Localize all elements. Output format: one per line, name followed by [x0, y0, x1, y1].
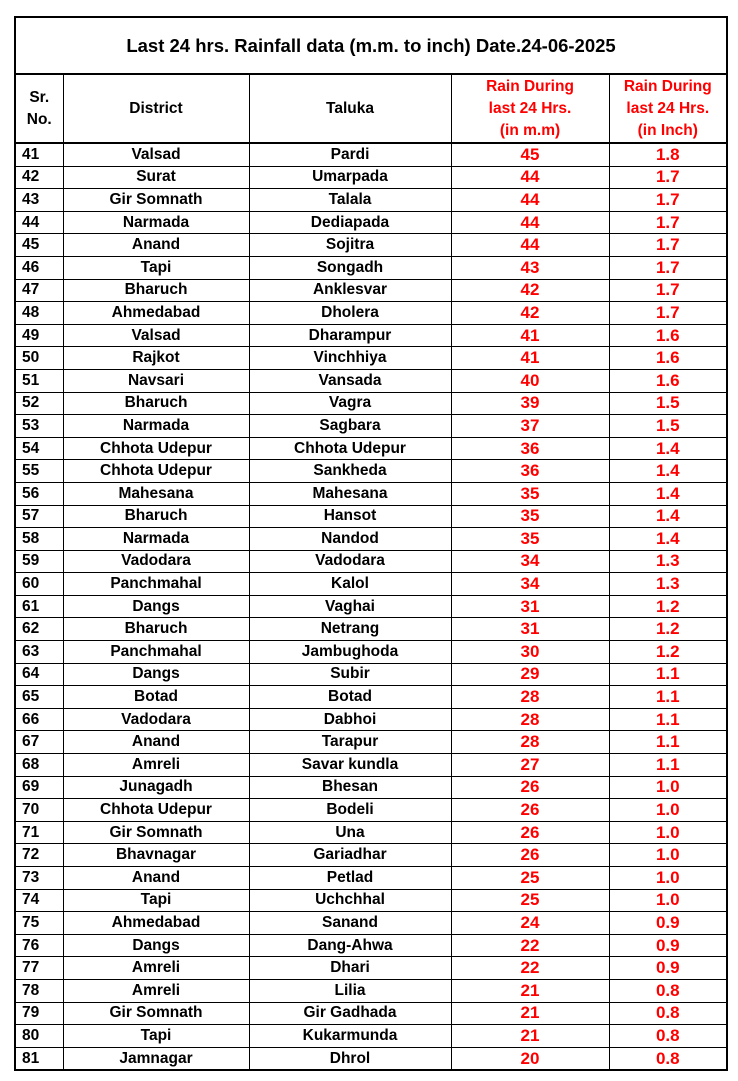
cell-sr-no: 44: [15, 211, 63, 234]
cell-sr-no: 61: [15, 595, 63, 618]
cell-rain-mm: 21: [451, 979, 609, 1002]
cell-sr-no: 54: [15, 437, 63, 460]
table-row: [15, 821, 727, 844]
cell-taluka: Gir Gadhada: [249, 1002, 451, 1025]
table-row: [15, 686, 727, 709]
cell-rain-inch: 1.0: [609, 844, 727, 867]
cell-rain-mm: 40: [451, 369, 609, 392]
cell-sr-no: 60: [15, 573, 63, 596]
cell-district: Dangs: [63, 934, 249, 957]
cell-taluka: Kukarmunda: [249, 1025, 451, 1048]
cell-district: Bharuch: [63, 392, 249, 415]
cell-rain-inch: 0.8: [609, 1025, 727, 1048]
header-taluka: Taluka: [249, 74, 451, 143]
cell-district: Chhota Udepur: [63, 460, 249, 483]
cell-rain-inch: 1.7: [609, 302, 727, 325]
table-row: [15, 776, 727, 799]
cell-district: Chhota Udepur: [63, 437, 249, 460]
cell-rain-mm: 45: [451, 143, 609, 166]
cell-rain-mm: 44: [451, 166, 609, 189]
cell-rain-mm: 34: [451, 550, 609, 573]
cell-taluka: Bhesan: [249, 776, 451, 799]
cell-rain-inch: 1.1: [609, 708, 727, 731]
cell-rain-inch: 1.0: [609, 867, 727, 890]
cell-rain-mm: 26: [451, 821, 609, 844]
cell-sr-no: 47: [15, 279, 63, 302]
cell-taluka: Lilia: [249, 979, 451, 1002]
table-row: [15, 573, 727, 596]
cell-taluka: Vadodara: [249, 550, 451, 573]
table-row: [15, 957, 727, 980]
cell-taluka: Vagra: [249, 392, 451, 415]
table-row: [15, 663, 727, 686]
cell-rain-inch: 1.6: [609, 347, 727, 370]
cell-sr-no: 48: [15, 302, 63, 325]
cell-rain-mm: 21: [451, 1002, 609, 1025]
cell-rain-inch: 1.1: [609, 754, 727, 777]
cell-rain-inch: 0.8: [609, 1002, 727, 1025]
cell-rain-inch: 1.5: [609, 392, 727, 415]
cell-district: Junagadh: [63, 776, 249, 799]
table-row: [15, 979, 727, 1002]
cell-rain-inch: 1.7: [609, 166, 727, 189]
cell-district: Amreli: [63, 979, 249, 1002]
cell-district: Narmada: [63, 415, 249, 438]
table-row: [15, 934, 727, 957]
table-row: [15, 143, 727, 166]
table-row: [15, 844, 727, 867]
table-row: [15, 618, 727, 641]
cell-rain-mm: 35: [451, 482, 609, 505]
table-row: [15, 347, 727, 370]
cell-taluka: Subir: [249, 663, 451, 686]
table-row: [15, 392, 727, 415]
table-row: [15, 302, 727, 325]
table-row: [15, 189, 727, 212]
cell-taluka: Umarpada: [249, 166, 451, 189]
cell-rain-inch: 0.8: [609, 979, 727, 1002]
cell-district: Tapi: [63, 889, 249, 912]
cell-rain-mm: 30: [451, 641, 609, 664]
cell-taluka: Pardi: [249, 143, 451, 166]
cell-rain-mm: 36: [451, 437, 609, 460]
cell-taluka: Kalol: [249, 573, 451, 596]
cell-sr-no: 71: [15, 821, 63, 844]
cell-district: Bharuch: [63, 618, 249, 641]
cell-rain-mm: 26: [451, 799, 609, 822]
cell-district: Dangs: [63, 663, 249, 686]
cell-rain-inch: 1.8: [609, 143, 727, 166]
cell-sr-no: 81: [15, 1047, 63, 1070]
cell-district: Amreli: [63, 754, 249, 777]
cell-rain-mm: 22: [451, 934, 609, 957]
cell-district: Tapi: [63, 256, 249, 279]
cell-district: Mahesana: [63, 482, 249, 505]
header-sr-no: Sr. No.: [15, 74, 63, 143]
table-row: [15, 799, 727, 822]
cell-rain-mm: 31: [451, 618, 609, 641]
cell-rain-mm: 44: [451, 189, 609, 212]
table-row: [15, 324, 727, 347]
cell-district: Bhavnagar: [63, 844, 249, 867]
cell-sr-no: 43: [15, 189, 63, 212]
cell-sr-no: 50: [15, 347, 63, 370]
cell-taluka: Songadh: [249, 256, 451, 279]
cell-taluka: Vansada: [249, 369, 451, 392]
cell-rain-inch: 1.4: [609, 528, 727, 551]
cell-sr-no: 67: [15, 731, 63, 754]
table-body: [15, 143, 727, 1070]
table-row: [15, 1047, 727, 1070]
cell-rain-inch: 1.2: [609, 618, 727, 641]
cell-taluka: Uchchhal: [249, 889, 451, 912]
cell-taluka: Petlad: [249, 867, 451, 890]
table-row: [15, 528, 727, 551]
cell-taluka: Dabhoi: [249, 708, 451, 731]
header-district: District: [63, 74, 249, 143]
header-rain-mm: Rain During last 24 Hrs. (in m.m): [451, 74, 609, 143]
table-row: [15, 369, 727, 392]
cell-rain-inch: 1.5: [609, 415, 727, 438]
table-row: [15, 641, 727, 664]
cell-taluka: Savar kundla: [249, 754, 451, 777]
table-row: [15, 1025, 727, 1048]
cell-taluka: Botad: [249, 686, 451, 709]
cell-rain-mm: 21: [451, 1025, 609, 1048]
cell-rain-inch: 1.0: [609, 776, 727, 799]
cell-rain-inch: 1.3: [609, 573, 727, 596]
cell-sr-no: 53: [15, 415, 63, 438]
table-row: [15, 415, 727, 438]
cell-sr-no: 46: [15, 256, 63, 279]
cell-district: Bharuch: [63, 505, 249, 528]
table-row: [15, 708, 727, 731]
cell-taluka: Mahesana: [249, 482, 451, 505]
cell-rain-inch: 1.4: [609, 437, 727, 460]
cell-rain-mm: 41: [451, 347, 609, 370]
cell-sr-no: 80: [15, 1025, 63, 1048]
cell-taluka: Una: [249, 821, 451, 844]
cell-rain-mm: 43: [451, 256, 609, 279]
cell-rain-inch: 1.7: [609, 189, 727, 212]
cell-taluka: Netrang: [249, 618, 451, 641]
cell-district: Ahmedabad: [63, 302, 249, 325]
cell-rain-mm: 25: [451, 867, 609, 890]
cell-district: Navsari: [63, 369, 249, 392]
cell-district: Botad: [63, 686, 249, 709]
cell-sr-no: 72: [15, 844, 63, 867]
cell-taluka: Dharampur: [249, 324, 451, 347]
cell-sr-no: 73: [15, 867, 63, 890]
cell-district: Chhota Udepur: [63, 799, 249, 822]
table-row: [15, 166, 727, 189]
table-row: [15, 505, 727, 528]
cell-rain-inch: 1.7: [609, 211, 727, 234]
cell-district: Gir Somnath: [63, 1002, 249, 1025]
cell-rain-mm: 42: [451, 279, 609, 302]
header-rain-inch: Rain During last 24 Hrs. (in Inch): [609, 74, 727, 143]
cell-district: Vadodara: [63, 550, 249, 573]
cell-sr-no: 45: [15, 234, 63, 257]
table-row: [15, 754, 727, 777]
cell-district: Amreli: [63, 957, 249, 980]
cell-rain-mm: 39: [451, 392, 609, 415]
table-row: [15, 482, 727, 505]
table-row: [15, 595, 727, 618]
cell-district: Narmada: [63, 528, 249, 551]
cell-rain-inch: 0.9: [609, 912, 727, 935]
cell-sr-no: 52: [15, 392, 63, 415]
cell-rain-inch: 1.0: [609, 799, 727, 822]
cell-taluka: Dang-Ahwa: [249, 934, 451, 957]
cell-rain-inch: 1.4: [609, 505, 727, 528]
cell-sr-no: 68: [15, 754, 63, 777]
cell-rain-mm: 41: [451, 324, 609, 347]
cell-taluka: Sagbara: [249, 415, 451, 438]
cell-district: Valsad: [63, 143, 249, 166]
cell-rain-inch: 1.2: [609, 595, 727, 618]
cell-sr-no: 70: [15, 799, 63, 822]
cell-district: Tapi: [63, 1025, 249, 1048]
cell-taluka: Vinchhiya: [249, 347, 451, 370]
cell-rain-mm: 44: [451, 234, 609, 257]
cell-sr-no: 75: [15, 912, 63, 935]
cell-taluka: Anklesvar: [249, 279, 451, 302]
cell-taluka: Talala: [249, 189, 451, 212]
cell-district: Valsad: [63, 324, 249, 347]
cell-rain-inch: 1.1: [609, 686, 727, 709]
cell-district: Anand: [63, 867, 249, 890]
cell-taluka: Nandod: [249, 528, 451, 551]
cell-district: Dangs: [63, 595, 249, 618]
cell-sr-no: 49: [15, 324, 63, 347]
table-row: [15, 731, 727, 754]
table-row: [15, 460, 727, 483]
cell-district: Anand: [63, 234, 249, 257]
cell-rain-mm: 26: [451, 844, 609, 867]
table-row: [15, 1002, 727, 1025]
cell-rain-inch: 1.7: [609, 256, 727, 279]
cell-rain-mm: 22: [451, 957, 609, 980]
cell-taluka: Vaghai: [249, 595, 451, 618]
cell-sr-no: 78: [15, 979, 63, 1002]
cell-rain-inch: 1.4: [609, 482, 727, 505]
table-title: Last 24 hrs. Rainfall data (m.m. to inch) Date.24-06-2025: [15, 17, 727, 74]
cell-district: Anand: [63, 731, 249, 754]
table-row: [15, 912, 727, 935]
cell-rain-inch: 1.0: [609, 889, 727, 912]
cell-sr-no: 63: [15, 641, 63, 664]
cell-sr-no: 56: [15, 482, 63, 505]
cell-rain-inch: 1.4: [609, 460, 727, 483]
cell-sr-no: 57: [15, 505, 63, 528]
cell-rain-mm: 24: [451, 912, 609, 935]
cell-taluka: Sanand: [249, 912, 451, 935]
cell-rain-mm: 26: [451, 776, 609, 799]
cell-sr-no: 51: [15, 369, 63, 392]
cell-taluka: Sojitra: [249, 234, 451, 257]
table-row: [15, 437, 727, 460]
cell-rain-mm: 25: [451, 889, 609, 912]
cell-sr-no: 65: [15, 686, 63, 709]
cell-rain-mm: 35: [451, 505, 609, 528]
cell-district: Rajkot: [63, 347, 249, 370]
table-row: [15, 211, 727, 234]
cell-district: Narmada: [63, 211, 249, 234]
cell-rain-inch: 1.1: [609, 663, 727, 686]
cell-sr-no: 77: [15, 957, 63, 980]
cell-district: Gir Somnath: [63, 821, 249, 844]
cell-rain-mm: 27: [451, 754, 609, 777]
cell-taluka: Sankheda: [249, 460, 451, 483]
cell-taluka: Dhrol: [249, 1047, 451, 1070]
cell-sr-no: 59: [15, 550, 63, 573]
cell-sr-no: 66: [15, 708, 63, 731]
rainfall-table: [14, 16, 728, 1071]
cell-rain-mm: 34: [451, 573, 609, 596]
cell-rain-inch: 1.6: [609, 369, 727, 392]
table-row: [15, 867, 727, 890]
cell-rain-mm: 36: [451, 460, 609, 483]
cell-district: Ahmedabad: [63, 912, 249, 935]
table-row: [15, 256, 727, 279]
cell-rain-mm: 35: [451, 528, 609, 551]
cell-sr-no: 69: [15, 776, 63, 799]
cell-rain-inch: 1.7: [609, 234, 727, 257]
cell-rain-mm: 44: [451, 211, 609, 234]
cell-rain-inch: 1.2: [609, 641, 727, 664]
cell-rain-inch: 1.3: [609, 550, 727, 573]
cell-rain-mm: 29: [451, 663, 609, 686]
cell-taluka: Bodeli: [249, 799, 451, 822]
cell-taluka: Hansot: [249, 505, 451, 528]
cell-district: Bharuch: [63, 279, 249, 302]
cell-sr-no: 79: [15, 1002, 63, 1025]
cell-rain-mm: 31: [451, 595, 609, 618]
cell-rain-inch: 1.0: [609, 821, 727, 844]
cell-sr-no: 74: [15, 889, 63, 912]
cell-taluka: Tarapur: [249, 731, 451, 754]
table-row: [15, 550, 727, 573]
cell-sr-no: 76: [15, 934, 63, 957]
cell-sr-no: 55: [15, 460, 63, 483]
cell-taluka: Chhota Udepur: [249, 437, 451, 460]
cell-taluka: Dholera: [249, 302, 451, 325]
cell-sr-no: 64: [15, 663, 63, 686]
cell-rain-mm: 42: [451, 302, 609, 325]
cell-taluka: Gariadhar: [249, 844, 451, 867]
table-row: [15, 279, 727, 302]
cell-taluka: Jambughoda: [249, 641, 451, 664]
cell-rain-inch: 0.8: [609, 1047, 727, 1070]
cell-taluka: Dhari: [249, 957, 451, 980]
cell-rain-inch: 0.9: [609, 957, 727, 980]
cell-district: Jamnagar: [63, 1047, 249, 1070]
header-row: [15, 74, 727, 143]
cell-district: Gir Somnath: [63, 189, 249, 212]
cell-rain-inch: 1.6: [609, 324, 727, 347]
cell-rain-inch: 1.1: [609, 731, 727, 754]
cell-rain-inch: 1.7: [609, 279, 727, 302]
cell-district: Panchmahal: [63, 573, 249, 596]
cell-district: Panchmahal: [63, 641, 249, 664]
cell-rain-mm: 28: [451, 686, 609, 709]
cell-rain-mm: 28: [451, 708, 609, 731]
cell-sr-no: 62: [15, 618, 63, 641]
cell-sr-no: 42: [15, 166, 63, 189]
cell-sr-no: 58: [15, 528, 63, 551]
cell-district: Surat: [63, 166, 249, 189]
cell-sr-no: 41: [15, 143, 63, 166]
cell-taluka: Dediapada: [249, 211, 451, 234]
table-row: [15, 889, 727, 912]
cell-district: Vadodara: [63, 708, 249, 731]
cell-rain-mm: 20: [451, 1047, 609, 1070]
table-row: [15, 234, 727, 257]
cell-rain-inch: 0.9: [609, 934, 727, 957]
cell-rain-mm: 28: [451, 731, 609, 754]
cell-rain-mm: 37: [451, 415, 609, 438]
